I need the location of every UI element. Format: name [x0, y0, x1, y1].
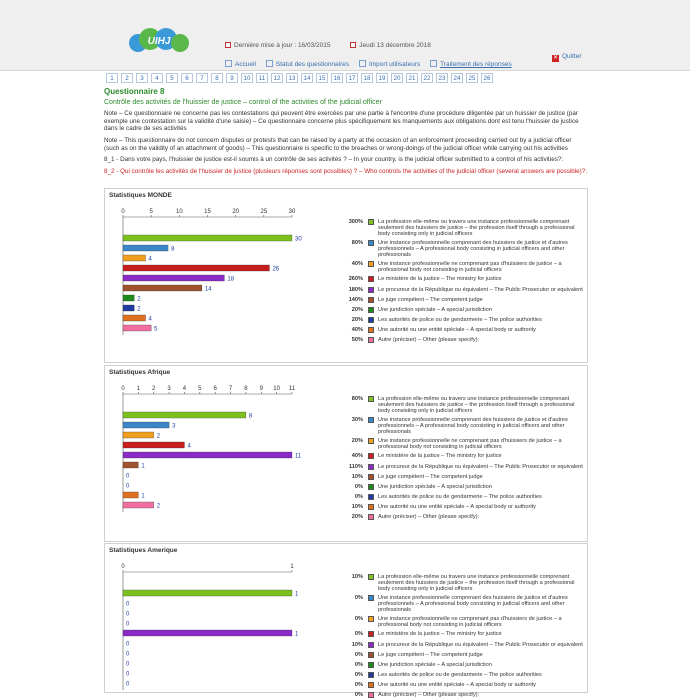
legend-percentage: 20% — [351, 307, 363, 313]
chart-title: Statistiques Afrique — [109, 369, 171, 376]
value-label: 0 — [126, 601, 130, 608]
bar — [123, 315, 146, 321]
value-label: 18 — [227, 276, 235, 283]
legend-swatch — [368, 438, 374, 444]
value-label: 0 — [126, 641, 130, 648]
legend-label: Autre (préciser) – Other (please specify): — [378, 692, 480, 698]
value-label: 0 — [126, 661, 130, 668]
pager-link-13[interactable]: 13 — [286, 73, 298, 83]
value-label: 2 — [137, 296, 141, 303]
legend-label: Les autorités de police ou de gendarmerie – The police authorities — [378, 494, 542, 500]
tick-label: 10 — [175, 209, 183, 215]
legend-label: Autre (préciser) – Other (please specify): — [378, 514, 480, 520]
value-label: 8 — [248, 413, 253, 420]
legend-percentage: 20% — [351, 317, 363, 323]
tick-label: 30 — [288, 209, 296, 215]
legend-label: Une autorité ou une entité spéciale – A special body or authority — [378, 682, 536, 688]
pager-link-10[interactable]: 10 — [241, 73, 253, 83]
value-label: 0 — [126, 681, 130, 688]
pager-link-24[interactable]: 24 — [451, 73, 463, 83]
legend-label: Une juridiction spéciale – A special jurisdiction — [378, 307, 492, 313]
calendar-icon — [350, 42, 356, 48]
quit-label: Quitter — [562, 53, 582, 60]
last-update: Dernière mise à jour : 16/03/2015 — [225, 42, 330, 49]
value-label: 1 — [295, 631, 299, 638]
legend-swatch — [368, 317, 374, 323]
page-subtitle: Contrôle des activités de l'huissier de justice – control of the activities of the judicial officer — [104, 98, 382, 106]
legend-percentage: 40% — [351, 327, 363, 333]
legend-swatch — [368, 219, 374, 225]
nav-statut[interactable]: Statut des questionnaires — [266, 61, 349, 68]
bar — [123, 502, 154, 508]
legend-swatch — [368, 504, 374, 510]
questionnaire-content — [104, 88, 588, 179]
value-label: 0 — [126, 611, 130, 618]
pager-link-12[interactable]: 12 — [271, 73, 283, 83]
legend-percentage: 80% — [351, 396, 363, 402]
tick-label: 5 — [198, 386, 202, 392]
legend-label: Le juge compétent – The competent judge — [378, 652, 483, 658]
legend-swatch — [368, 692, 374, 698]
legend-label: Une juridiction spéciale – A special jurisdiction — [378, 662, 492, 668]
legend-swatch — [368, 396, 374, 402]
pager-link-26[interactable]: 26 — [481, 73, 493, 83]
chart-panel-amerique — [104, 543, 588, 698]
legend-percentage: 180% — [348, 287, 363, 293]
bar — [123, 235, 292, 241]
bar — [123, 295, 134, 301]
legend-swatch — [368, 287, 374, 293]
tick-label: 25 — [260, 209, 268, 215]
pager-link-20[interactable]: 20 — [391, 73, 403, 83]
value-label: 4 — [148, 316, 152, 323]
tick-label: 9 — [259, 386, 263, 392]
bar — [123, 452, 292, 458]
value-label: 1 — [141, 463, 145, 470]
legend-percentage: 0% — [354, 631, 363, 637]
legend-percentage: 0% — [354, 692, 363, 698]
pager-link-19[interactable]: 19 — [376, 73, 388, 83]
legend-percentage: 40% — [351, 261, 363, 267]
value-label: 30 — [295, 236, 302, 243]
chart-panel-monde — [104, 188, 588, 363]
tick-label: 1 — [290, 564, 294, 570]
legend-label: Une instance professionnelle ne comprenant pas d'huissiers de justice – a professional body not consisting in judicial officers — [378, 438, 562, 451]
tick-label: 5 — [149, 209, 153, 215]
current-date: Jeudi 13 décembre 2018 — [350, 42, 431, 49]
bar — [123, 630, 292, 636]
calendar-icon — [225, 42, 231, 48]
legend-swatch — [368, 327, 374, 333]
nav-bullet-icon — [430, 60, 437, 67]
legend-label: Une instance professionnelle ne comprenant pas d'huissiers de justice – a professional body not consisting in judicial officers — [378, 616, 562, 629]
legend-swatch — [368, 652, 374, 658]
pager-link-17[interactable]: 17 — [346, 73, 358, 83]
pager-link-22[interactable]: 22 — [421, 73, 433, 83]
value-label: 8 — [171, 246, 175, 253]
legend-label: Une autorité ou une entité spéciale – A special body or authority — [378, 327, 536, 333]
legend-label: Le ministère de la justice – The ministry for justice — [378, 631, 502, 637]
legend-swatch — [368, 276, 374, 282]
legend-label: Les autorités de police ou de gendarmerie – The police authorities — [378, 672, 542, 678]
bar — [123, 432, 154, 438]
tick-label: 1 — [136, 386, 141, 392]
pager-link-15[interactable]: 15 — [316, 73, 328, 83]
value-label: 3 — [172, 423, 176, 430]
legend-swatch — [368, 682, 374, 688]
bar — [123, 492, 138, 498]
pager-link-7[interactable]: 7 — [196, 73, 208, 83]
legend-swatch — [368, 261, 374, 267]
bar-chart-svg — [105, 366, 341, 541]
note-fr: Note – Ce questionnaire ne concerne pas les contestations qui peuvent être exercées par une partie à l'encontre d'une procédure diligentée par un huissier de justice (par exemple une contestation sur la validité d'une saisie) – Ce questionnaire concerne plus spécifiquement les manquements aux obligations dont est tenu l'huissier de justice dans le cadre de ses activités — [104, 110, 579, 133]
chart-title: Statistiques MONDE — [109, 192, 172, 199]
legend-swatch — [368, 616, 374, 622]
legend-swatch — [368, 672, 374, 678]
nav-accueil[interactable]: Accueil — [225, 61, 256, 68]
value-label: 26 — [272, 266, 280, 273]
uihj-logo — [128, 25, 190, 59]
legend-swatch — [368, 307, 374, 313]
legend-percentage: 20% — [351, 514, 363, 520]
legend-swatch — [368, 453, 374, 459]
legend-swatch — [368, 494, 374, 500]
note-en: Note – This questionnaire do not concern disputes or protests that can be raised by a party at the occasion of an enforcement proceeding carried out by a judicial officer (such as on the validity of an attachment of goods) – This questionnaire is specific to the breaches or wrong-doings of the judicial officer while carrying out his activities — [104, 136, 572, 152]
main-nav — [225, 60, 520, 68]
legend-percentage: 10% — [351, 474, 363, 480]
value-label: 1 — [295, 591, 299, 598]
value-label: 0 — [126, 621, 130, 628]
nav-bullet-icon — [359, 60, 366, 67]
legend-label: Une juridiction spéciale – A special jurisdiction — [378, 484, 492, 490]
legend-percentage: 260% — [348, 276, 363, 282]
nav-traitement[interactable]: Traitement des réponses — [430, 61, 512, 68]
legend-label: Une instance professionnelle comprenant des huissiers de justice et d'autres professionnels – A professional body consisting in judicial officers and other professionals — [378, 595, 568, 614]
legend-percentage: 80% — [351, 240, 363, 246]
pager-link-6[interactable]: 6 — [181, 73, 193, 83]
value-label: 0 — [126, 671, 130, 678]
legend-swatch — [368, 484, 374, 490]
pager-link-4[interactable]: 4 — [151, 73, 163, 83]
pager-link-8[interactable]: 8 — [211, 73, 223, 83]
legend-percentage: 0% — [354, 494, 363, 500]
pager-link-25[interactable]: 25 — [466, 73, 478, 83]
legend-label: Une autorité ou une entité spéciale – A special body or authority — [378, 504, 536, 510]
legend-swatch — [368, 417, 374, 423]
bar — [123, 325, 151, 331]
legend-percentage: 10% — [351, 574, 363, 580]
legend-swatch — [368, 240, 374, 246]
tick-label: 0 — [121, 209, 125, 215]
legend-swatch — [368, 464, 374, 470]
bar — [123, 590, 292, 596]
legend-swatch — [368, 337, 374, 343]
legend-swatch — [368, 662, 374, 668]
legend-percentage: 0% — [354, 595, 363, 601]
value-label: 0 — [126, 483, 130, 490]
bar — [123, 245, 168, 251]
bar — [123, 265, 269, 271]
legend-label: Une instance professionnelle comprenant des huissiers de justice et d'autres professionnels – A professional body consisting in judicial officers and other professionals — [378, 240, 568, 259]
top-bar — [0, 0, 690, 71]
bar — [123, 305, 134, 311]
legend-percentage: 0% — [354, 682, 363, 688]
tick-label: 6 — [213, 386, 217, 392]
tick-label: 0 — [121, 386, 125, 392]
nav-bullet-icon — [225, 60, 232, 67]
legend-label: La profession elle-même ou travers une instance professionnelle comprenant seulement des huissiers de justice – the profession itself through a professional body consisting only in judicial officers — [378, 396, 575, 415]
pager-link-18[interactable]: 18 — [361, 73, 373, 83]
legend-label: Une instance professionnelle ne comprenant pas d'huissiers de justice – a professional body not consisting in judicial officers — [378, 261, 562, 274]
bar — [123, 255, 146, 261]
pager-link-14[interactable]: 14 — [301, 73, 313, 83]
legend-swatch — [368, 631, 374, 637]
legend-percentage: 140% — [348, 297, 363, 303]
legend-percentage: 20% — [351, 438, 363, 444]
legend-label: Le juge compétent – The competent judge — [378, 474, 483, 480]
legend-label: Les autorités de police ou de gendarmerie – The police authorities — [378, 317, 542, 323]
pager-link-11[interactable]: 11 — [256, 73, 268, 83]
tick-label: 8 — [244, 386, 248, 392]
legend-label: Le procureur de la République ou équivalent – The Public Prosecutor or equivalent — [378, 287, 583, 293]
legend-swatch — [368, 474, 374, 480]
legend-swatch — [368, 514, 374, 520]
tick-label: 10 — [273, 386, 280, 392]
bar — [123, 442, 184, 448]
pager-link-23[interactable]: 23 — [436, 73, 448, 83]
chart-panel-afrique — [104, 365, 588, 542]
tick-label: 20 — [232, 209, 240, 215]
chart-title: Statistiques Amerique — [109, 547, 178, 554]
questionnaire-pager — [106, 73, 496, 83]
nav-bullet-icon — [266, 60, 273, 67]
nav-import[interactable]: Import utilisateurs — [359, 61, 420, 68]
legend-percentage: 0% — [354, 484, 363, 490]
pager-link-16[interactable]: 16 — [331, 73, 343, 83]
tick-label: 11 — [288, 386, 296, 392]
pager-link-1[interactable]: 1 — [106, 73, 118, 83]
legend-percentage: 0% — [354, 662, 363, 668]
value-label: 0 — [126, 651, 130, 658]
legend-label: Le procureur de la République ou équivalent – The Public Prosecutor or equivalent — [378, 642, 583, 648]
header-info — [225, 42, 449, 49]
bar — [123, 422, 169, 428]
value-label: 4 — [187, 443, 191, 450]
legend-label: Le procureur de la République ou équivalent – The Public Prosecutor or equivalent — [378, 464, 583, 470]
bar — [123, 285, 202, 291]
value-label: 0 — [126, 473, 130, 480]
legend-swatch — [368, 642, 374, 648]
legend-swatch — [368, 595, 374, 601]
bar — [123, 275, 224, 281]
legend-percentage: 40% — [351, 453, 363, 459]
pager-link-21[interactable]: 21 — [406, 73, 418, 83]
legend-percentage: 10% — [351, 504, 363, 510]
legend-percentage: 0% — [354, 616, 363, 622]
legend-percentage: 30% — [351, 417, 363, 423]
legend-percentage: 0% — [354, 672, 363, 678]
legend-label: La profession elle-même ou travers une instance professionnelle comprenant seulement des huissiers de justice – the profession itself through a professional body consisting only in judicial officers — [378, 219, 575, 238]
value-label: 5 — [154, 326, 158, 333]
legend-percentage: 110% — [349, 464, 363, 470]
page-title: Questionnaire 8 — [104, 87, 165, 96]
quit-button[interactable] — [552, 53, 582, 62]
value-label: 2 — [156, 503, 161, 510]
tick-label: 2 — [152, 386, 156, 392]
tick-label: 15 — [204, 209, 211, 215]
tick-label: 0 — [121, 564, 125, 570]
legend-swatch — [368, 297, 374, 303]
legend-label: Le ministère de la justice – The ministry for justice — [378, 453, 502, 459]
legend-percentage: 300% — [348, 219, 363, 225]
tick-label: 7 — [228, 386, 233, 392]
legend-label: Une instance professionnelle comprenant des huissiers de justice et d'autres professionnels – A professional body consisting in judicial officers and other professionals — [378, 417, 568, 436]
pager-link-2[interactable]: 2 — [121, 73, 133, 83]
legend-label: Le ministère de la justice – The ministry for justice — [378, 276, 502, 282]
pager-link-3[interactable]: 3 — [136, 73, 148, 83]
legend-percentage: 0% — [354, 652, 363, 658]
legend-percentage: 10% — [351, 642, 363, 648]
tick-label: 3 — [167, 386, 171, 392]
legend-percentage: 50% — [351, 337, 363, 343]
tick-label: 4 — [182, 386, 187, 392]
question-8-2: 8_2 - Qui contrôle les activités de l'huissier de justice (plusieurs réponses sont possibles) ? – Who controls the activities of the judicial officer (several answers are possible)?: — [104, 167, 588, 175]
logo-text: UIHJ — [147, 36, 171, 47]
legend-label: Autre (préciser) – Other (please specify): — [378, 337, 480, 343]
bar — [123, 462, 138, 468]
bar-chart-svg — [105, 189, 341, 362]
bar — [123, 412, 246, 418]
pager-link-5[interactable]: 5 — [166, 73, 178, 83]
bar-chart-svg — [105, 544, 341, 692]
value-label: 4 — [148, 256, 152, 263]
value-label: 2 — [137, 306, 141, 313]
pager-link-9[interactable]: 9 — [226, 73, 238, 83]
value-label: 11 — [295, 453, 302, 460]
legend-label: Le juge compétent – The competent judge — [378, 297, 483, 303]
close-icon: ✕ — [552, 55, 559, 61]
value-label: 1 — [141, 493, 145, 500]
legend-swatch — [368, 574, 374, 580]
legend-label: La profession elle-même ou travers une instance professionnelle comprenant seulement des huissiers de justice – the profession itself through a professional body consisting only in judicial officers — [378, 574, 575, 593]
value-label: 2 — [156, 433, 161, 440]
question-8-1: 8_1 - Dans votre pays, l'huissier de justice est-il soumis à un contrôle de ses activités ? – In your country, is the judicial officer submitted to a control of his activities?: — [104, 156, 564, 164]
value-label: 14 — [204, 286, 212, 293]
